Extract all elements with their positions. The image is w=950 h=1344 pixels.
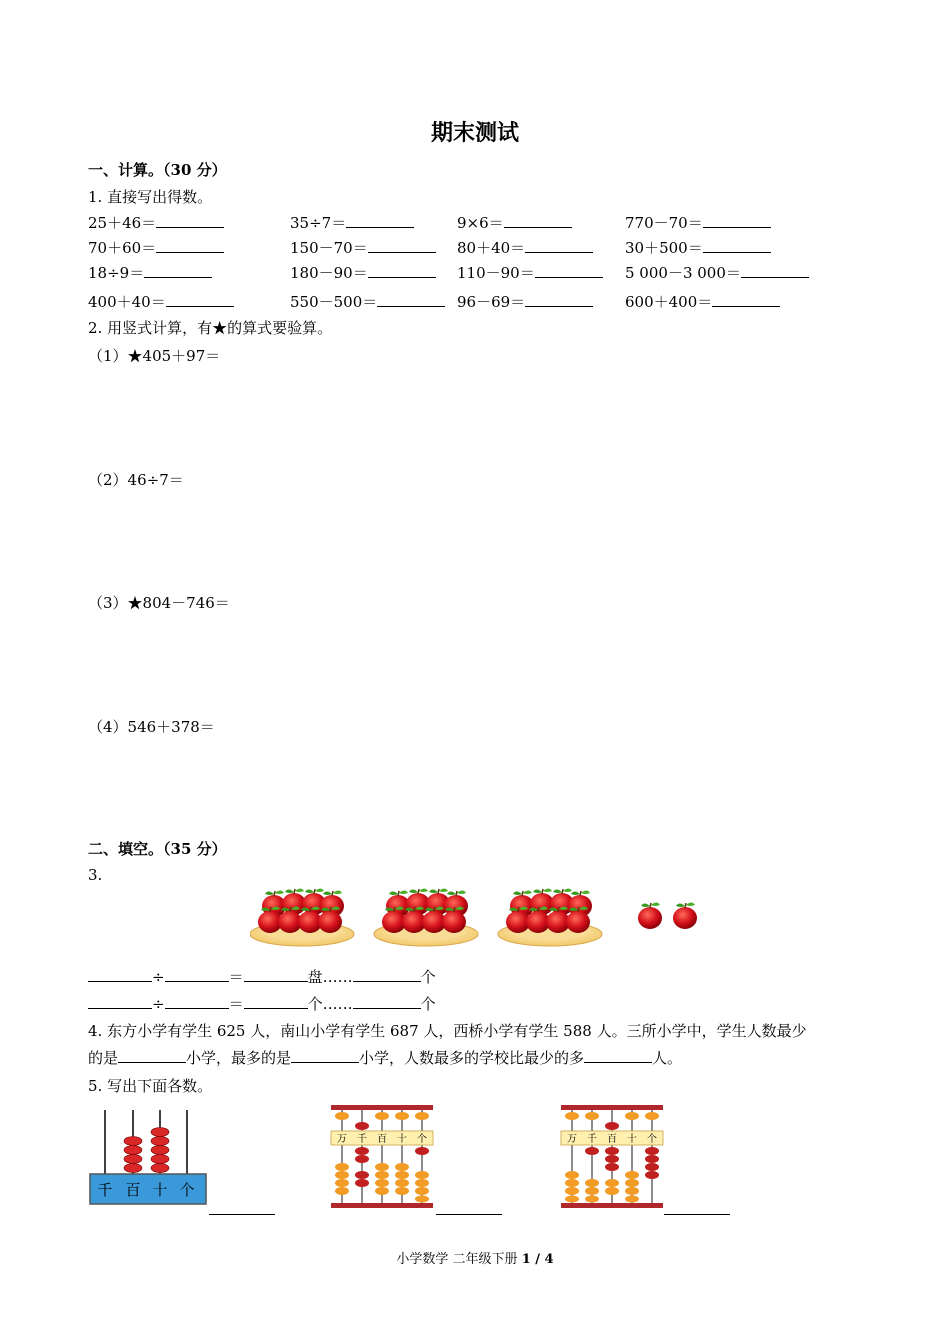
equals-sign: ＝ xyxy=(228,995,244,1013)
q1-expr: 600＋400＝ xyxy=(625,293,713,311)
q3-label: 3. xyxy=(88,866,103,884)
place-label: 十 xyxy=(627,1134,637,1145)
q4-text-line2: 的是 小学，最多的是 小学，人数最多的学校比最少的多 人。 xyxy=(88,1049,683,1067)
page-number: 1 / 4 xyxy=(521,1252,554,1267)
answer-blank[interactable] xyxy=(436,1200,502,1215)
q1-expr: 18÷9＝ xyxy=(88,264,145,282)
counting-frame-1 xyxy=(88,1106,212,1212)
answer-blank[interactable] xyxy=(156,213,224,228)
abacus-2 xyxy=(328,1103,436,1217)
divide-sign: ÷ xyxy=(152,995,165,1013)
answer-blank[interactable] xyxy=(535,263,603,278)
q2-item-2: （2）46÷7＝ xyxy=(88,471,184,489)
footer-text: 小学数学 二年级下册 xyxy=(396,1252,522,1267)
place-label: 十 xyxy=(397,1134,407,1145)
answer-blank[interactable] xyxy=(88,967,152,982)
answer-blank[interactable] xyxy=(291,1048,359,1063)
q2-item-3: （3）★804－746＝ xyxy=(88,594,230,612)
answer-blank[interactable] xyxy=(346,213,414,228)
q1-expr: 110－90＝ xyxy=(457,264,535,282)
answer-blank[interactable] xyxy=(88,994,152,1009)
q3-line-1 xyxy=(88,966,436,987)
apple-plates-illustration xyxy=(250,888,720,956)
q1-expr: 770－70＝ xyxy=(625,214,703,232)
unit-text: 个 xyxy=(420,995,436,1013)
place-label: 千 xyxy=(587,1134,597,1145)
place-label: 个 xyxy=(647,1134,657,1145)
answer-blank[interactable] xyxy=(377,292,445,307)
place-label: 百 xyxy=(377,1134,387,1145)
answer-blank[interactable] xyxy=(118,1048,186,1063)
answer-blank[interactable] xyxy=(504,213,572,228)
answer-blank[interactable] xyxy=(166,292,234,307)
answer-blank[interactable] xyxy=(209,1200,275,1215)
answer-blank[interactable] xyxy=(353,994,421,1009)
q2-item-1: （1）★405＋97＝ xyxy=(88,347,221,365)
q1-expr: 150－70＝ xyxy=(290,239,368,257)
place-label: 千 xyxy=(97,1181,113,1199)
equals-sign: ＝ xyxy=(228,968,244,986)
section1-heading: 一、计算。（30 分） xyxy=(88,161,227,179)
place-label: 万 xyxy=(567,1134,577,1145)
answer-blank[interactable] xyxy=(712,292,780,307)
answer-blank[interactable] xyxy=(703,238,771,253)
q1-expr: 35÷7＝ xyxy=(290,214,347,232)
place-label: 万 xyxy=(337,1134,347,1145)
answer-blank[interactable] xyxy=(353,967,421,982)
q1-expr: 80＋40＝ xyxy=(457,239,526,257)
answer-blank[interactable] xyxy=(703,213,771,228)
q2-label: 2. 用竖式计算，有★的算式要验算。 xyxy=(88,319,333,337)
answer-blank[interactable] xyxy=(584,1048,652,1063)
unit-text: 个 xyxy=(420,968,436,986)
answer-blank[interactable] xyxy=(368,238,436,253)
place-label: 千 xyxy=(357,1134,367,1145)
answer-blank[interactable] xyxy=(525,238,593,253)
q1-expr: 9×6＝ xyxy=(457,214,504,232)
section2-heading: 二、填空。（35 分） xyxy=(88,840,227,858)
q1-expr: 70＋60＝ xyxy=(88,239,157,257)
answer-blank[interactable] xyxy=(525,292,593,307)
answer-blank[interactable] xyxy=(368,263,436,278)
unit-text: 盘…… xyxy=(307,968,353,986)
q2-item-4: （4）546＋378＝ xyxy=(88,718,215,736)
q4-text-line1: 4. 东方小学有学生 625 人，南山小学有学生 687 人，西桥小学有学生 588 人。三所小学中，学生人数最少 xyxy=(88,1022,807,1040)
answer-blank[interactable] xyxy=(741,263,809,278)
page-footer xyxy=(0,1248,950,1267)
place-label: 个 xyxy=(179,1181,195,1199)
answer-blank[interactable] xyxy=(664,1200,730,1215)
place-label: 十 xyxy=(152,1181,168,1199)
page-title: 期末测试 xyxy=(430,121,519,146)
q5-label: 5. 写出下面各数。 xyxy=(88,1077,213,1095)
answer-blank[interactable] xyxy=(144,263,212,278)
unit-text: 个…… xyxy=(307,995,353,1013)
q1-expr: 550－500＝ xyxy=(290,293,378,311)
q1-label: 1. 直接写出得数。 xyxy=(88,188,213,206)
answer-blank[interactable] xyxy=(244,967,308,982)
abacus-3 xyxy=(558,1103,666,1217)
q1-expr: 25＋46＝ xyxy=(88,214,157,232)
q1-expr: 5 000－3 000＝ xyxy=(625,264,741,282)
answer-blank[interactable] xyxy=(165,994,229,1009)
q1-expr: 180－90＝ xyxy=(290,264,368,282)
place-label: 百 xyxy=(607,1134,617,1145)
answer-blank[interactable] xyxy=(165,967,229,982)
q3-line-2 xyxy=(88,993,436,1014)
place-label: 个 xyxy=(417,1134,427,1145)
place-label: 百 xyxy=(125,1181,141,1199)
q1-expr: 96－69＝ xyxy=(457,293,526,311)
q1-expr: 30＋500＝ xyxy=(625,239,703,257)
q1-expr: 400＋40＝ xyxy=(88,293,166,311)
answer-blank[interactable] xyxy=(244,994,308,1009)
divide-sign: ÷ xyxy=(152,968,165,986)
answer-blank[interactable] xyxy=(156,238,224,253)
